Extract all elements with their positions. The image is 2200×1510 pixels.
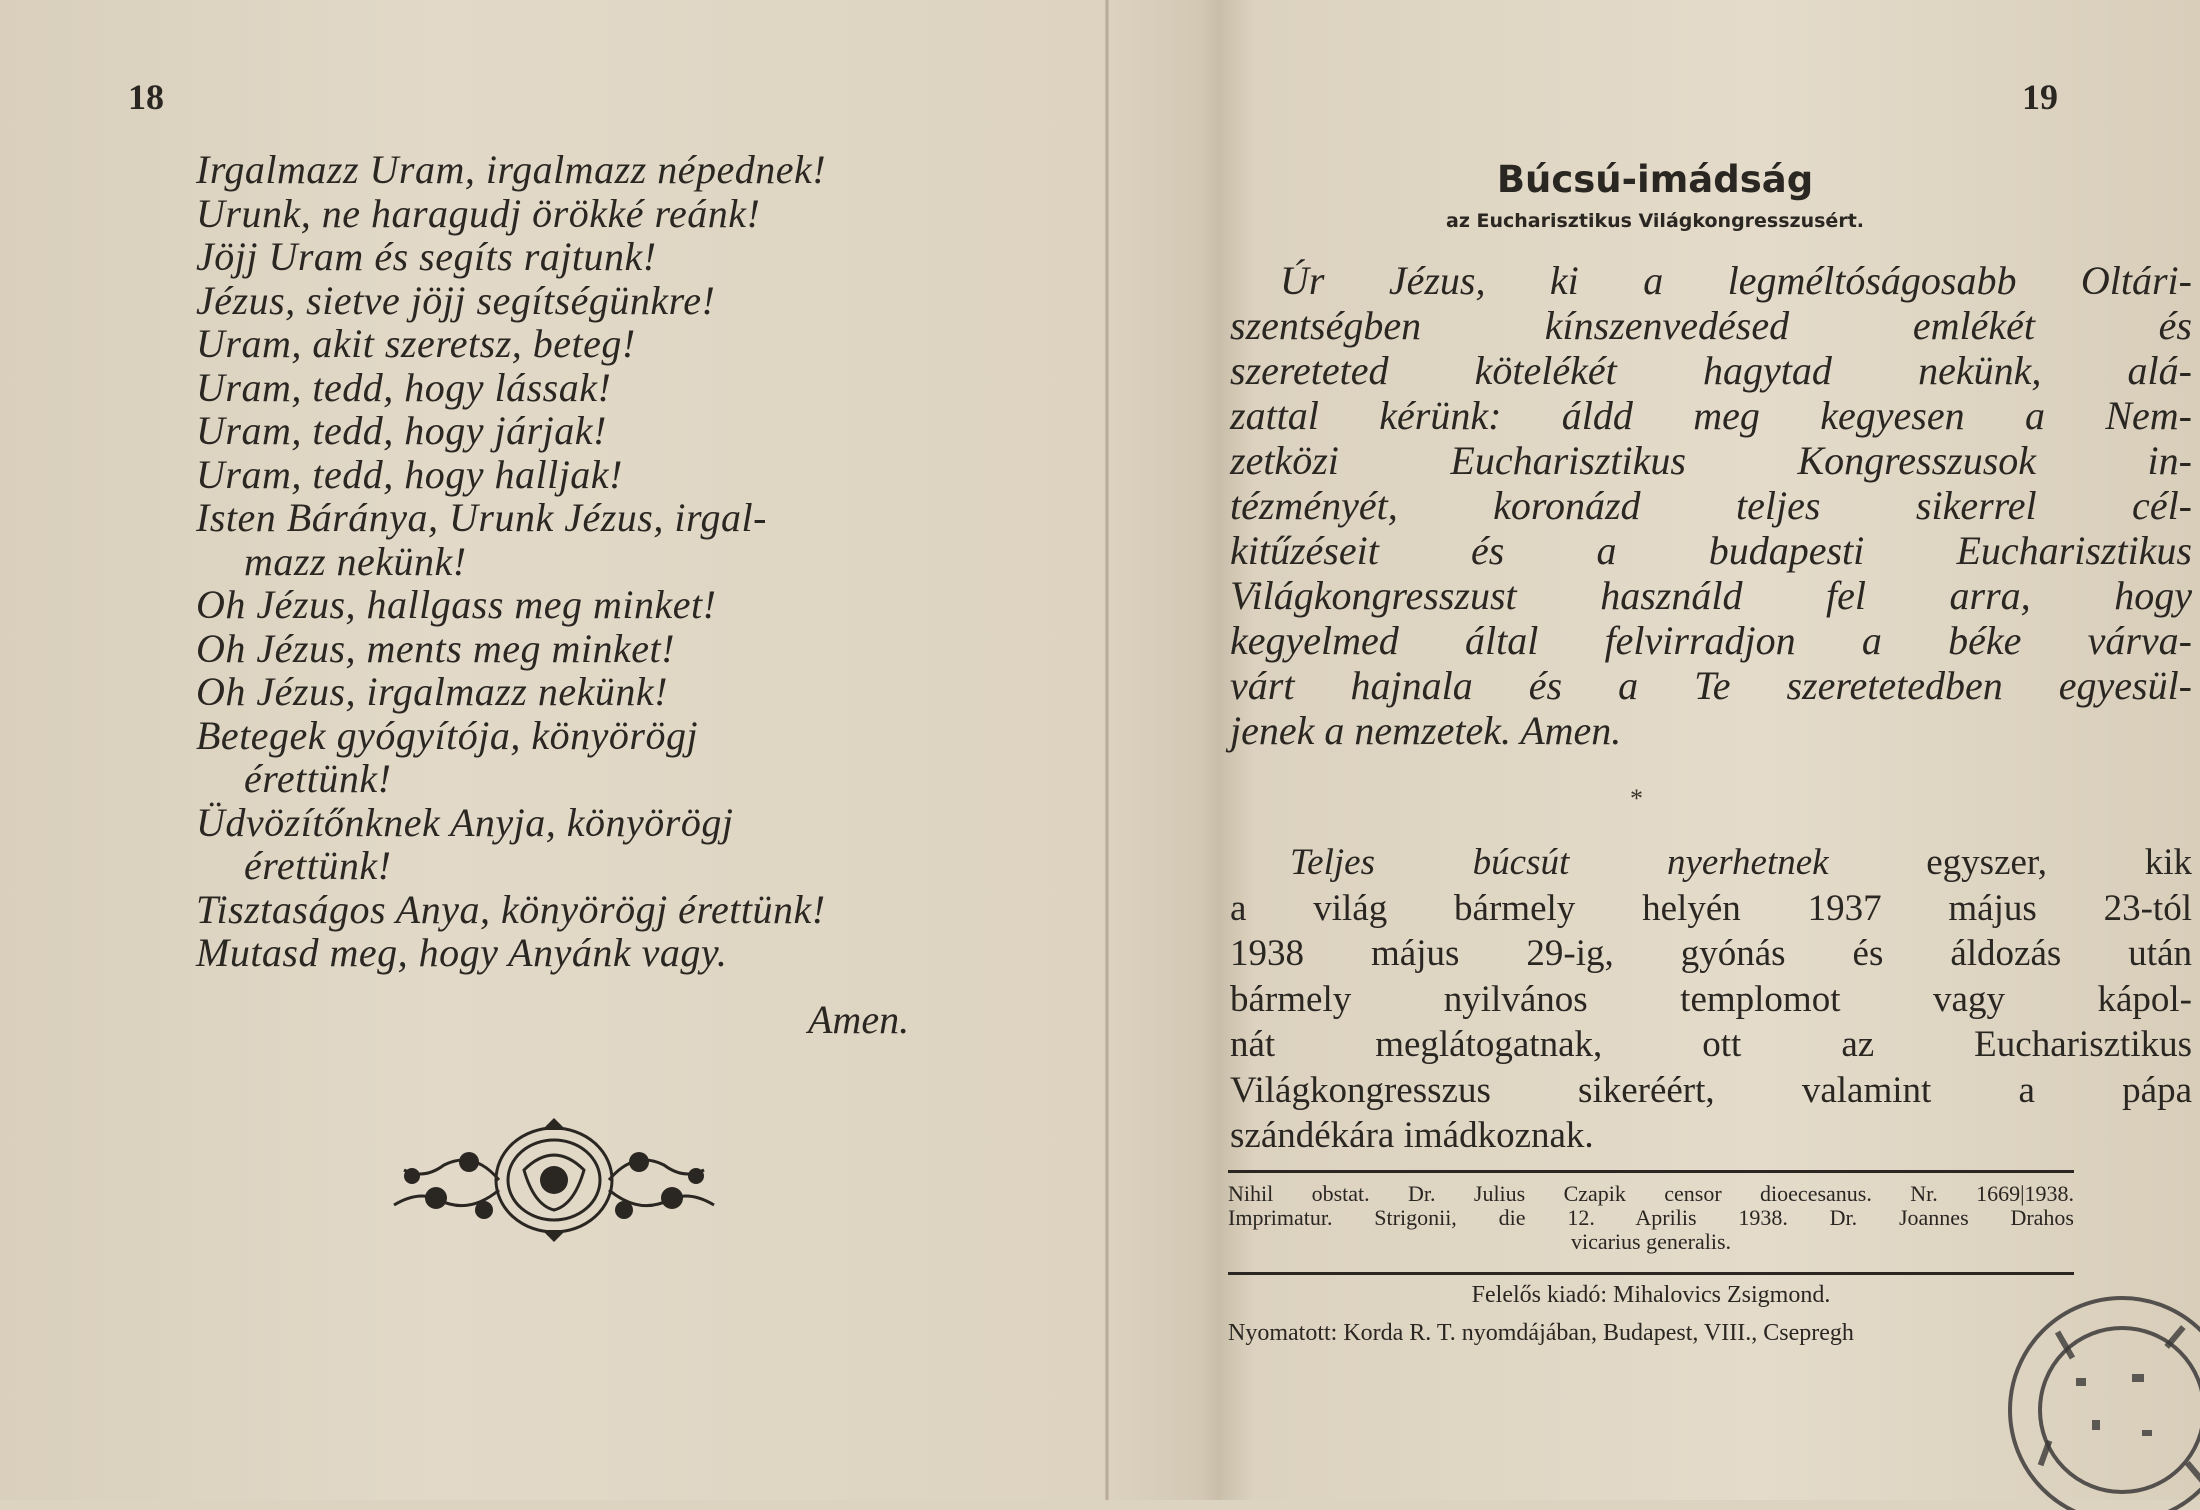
indulgence-line: nát meglátogatnak, ott az Eucharisztikus (1230, 1024, 2192, 1065)
congress-prayer (1230, 258, 2192, 753)
congress-prayer-line: kitűzéseit és a budapesti Eucharisztikus (1230, 528, 2192, 573)
floral-vignette-icon (374, 1110, 734, 1250)
indulgence-notice (1230, 840, 2192, 1159)
indulgence-line: szándékára imádkoznak. (1230, 1115, 1594, 1156)
litany-line: Uram, tedd, hogy járjak! (196, 408, 607, 453)
litany-line: Oh Jézus, irgalmazz nekünk! (196, 669, 668, 714)
right-page (1110, 0, 2200, 1500)
indulgence-line: 1938 május 29-ig, gyónás és áldozás után (1230, 933, 2192, 974)
litany-line: Jöjj Uram és segíts rajtunk! (196, 234, 657, 279)
congress-prayer-line: jenek a nemzetek. Amen. (1230, 708, 1622, 753)
congress-prayer-line: kegyelmed által felvirradjon a béke várva- (1230, 618, 2192, 663)
litany-line: Irgalmazz Uram, irgalmazz népednek! (196, 147, 827, 192)
congress-prayer-line: zattal kérünk: áldd meg kegyesen a Nem- (1230, 393, 2192, 438)
congress-prayer-line: tézményét, koronázd teljes sikerrel cél- (1230, 483, 2192, 528)
congress-prayer-line: várt hajnala és a Te szeretetedben egyesül- (1230, 663, 2192, 708)
section-separator: * (1630, 784, 1643, 813)
imprimatur-line: Imprimatur. Strigonii, die 12. Aprilis 1938. Dr. Joannes Drahos (1228, 1205, 2074, 1230)
litany-line: Tisztaságos Anya, könyörögj érettünk! (196, 886, 826, 932)
litany-line: érettünk! (244, 756, 392, 801)
indulgence-line: a világ bármely helyén 1937 május 23-tól (1230, 887, 2192, 929)
litany-line: Isten Báránya, Urunk Jézus, irgal- (196, 495, 767, 540)
prayer-subtitle: az Eucharisztikus Világkongresszusért. (1446, 210, 1864, 232)
litany-line: Üdvözítőnknek Anyja, könyörögj (196, 799, 734, 845)
amen-left: Amen. (808, 997, 910, 1042)
congress-prayer-line: Úr Jézus, ki a legméltóságosabb Oltári- (1280, 258, 2192, 303)
indulgence-first-rest: egyszer, kik (1828, 842, 2192, 883)
imprimatur-last-line: vicarius generalis. (1570, 1229, 1732, 1254)
litany-line: Urunk, ne haragudj örökké reánk! (196, 190, 761, 236)
litany-line: Uram, tedd, hogy halljak! (196, 451, 623, 497)
printer-line: Nyomatott: Korda R. T. nyomdájában, Budapest, VIII., Csepregh (1228, 1320, 1854, 1346)
page-gutter (1105, 0, 1109, 1500)
congress-prayer-line: szereteted kötelékét hagytad nekünk, alá- (1230, 348, 2192, 393)
page-number-left: 18 (128, 77, 164, 117)
indulgence-line: bármely nyilvános templomot vagy kápol- (1230, 978, 2192, 1020)
litany-line: Mutasd meg, hogy Anyánk vagy. (196, 930, 728, 975)
indulgence-italic-lead: Teljes búcsút nyerhetnek (1290, 842, 1829, 883)
indulgence-lines (1230, 886, 2192, 1159)
imprimatur-lines (1228, 1182, 2074, 1230)
congress-prayer-line: szentségben kínszenvedésed emlékét és (1230, 303, 2192, 348)
imprimatur-line: Nihil obstat. Dr. Julius Czapik censor dioecesanus. Nr. 1669|1938. (1228, 1181, 2074, 1206)
litany-line: mazz nekünk! (244, 538, 467, 584)
litany-line: Jézus, sietve jöjj segítségünkre! (196, 277, 716, 323)
litany-line: érettünk! (244, 843, 392, 888)
litany-line: Oh Jézus, hallgass meg minket! (196, 582, 717, 627)
indulgence-line: Világkongresszus sikeréért, valamint a pápa (1230, 1069, 2192, 1111)
congress-prayer-line: zetközi Eucharisztikus Kongresszusok in- (1230, 438, 2192, 483)
rule-above-imprimatur (1228, 1170, 2074, 1173)
publisher-line: Felelős kiadó: Mihalovics Zsigmond. (1471, 1282, 1831, 1308)
litany-line: Oh Jézus, ments meg minket! (196, 625, 675, 671)
litany-line: Uram, akit szeretsz, beteg! (196, 321, 636, 366)
litany-line: Betegek gyógyítója, könyörögj (196, 712, 699, 758)
page-number-right: 19 (2022, 77, 2058, 117)
postmark-stamp-icon (1972, 1270, 2200, 1510)
rule-above-colophon (1228, 1272, 2074, 1275)
indulgence-first-line (1230, 840, 2192, 886)
prayer-title: Búcsú-imádság (1496, 158, 1814, 201)
congress-prayer-line: Világkongresszust használd fel arra, hogy (1230, 573, 2192, 618)
litany-prayer (196, 148, 986, 975)
imprimatur-block (1228, 1182, 2074, 1254)
litany-line: Uram, tedd, hogy lássak! (196, 364, 612, 410)
left-page (0, 0, 1105, 1500)
